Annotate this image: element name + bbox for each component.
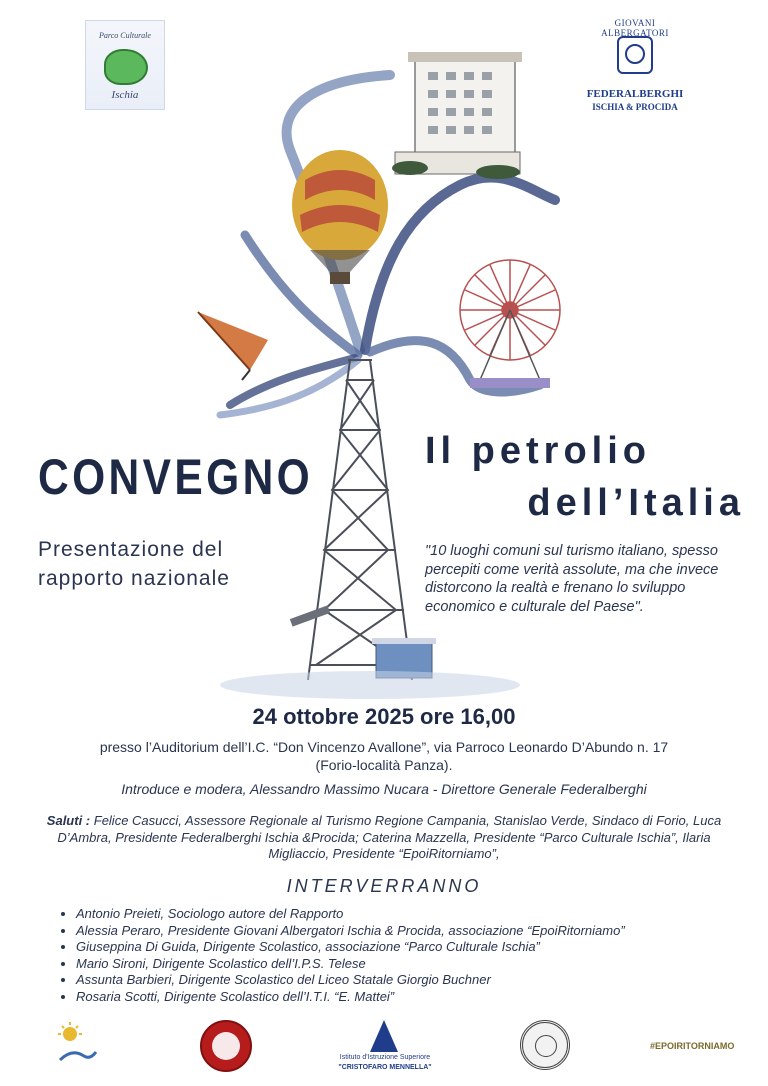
fed-crest-icon — [617, 36, 653, 74]
sailboat-icon — [370, 1020, 398, 1052]
oil-derrick-icon — [308, 360, 412, 680]
fed-logo-arc-text: GIOVANI ALBERGATORI — [601, 18, 669, 38]
oil-derrick-illustration — [180, 40, 600, 720]
speakers-heading: INTERVERRANNO — [286, 876, 482, 896]
event-venue — [30, 738, 738, 774]
event-moderator: Introduce e modera, Alessandro Massimo Nucara - Direttore Generale Federalberghi — [121, 781, 647, 797]
subtitle-line-1: Presentazione del — [38, 538, 224, 561]
event-title-line-1: Il petrolio — [425, 430, 651, 472]
speaker-item: • Antonio Preieti, Sociologo autore del Rapporto — [76, 906, 756, 923]
speakers-list — [62, 906, 756, 1006]
red-circle-logo — [200, 1020, 252, 1072]
ischia-map-icon — [104, 49, 148, 85]
speaker-item: • Rosaria Scotti, Dirigente Scolastico dell’I.T.I. “E. Mattei” — [76, 989, 756, 1006]
hotel-building-icon — [392, 52, 522, 179]
speaker-item: • Assunta Barbieri, Dirigente Scolastico del Liceo Statale Giorgio Buchner — [76, 972, 756, 989]
fed-logo-name: FEDERALBERGHI — [586, 88, 684, 100]
school-seal-logo — [520, 1020, 570, 1070]
speaker-item: • Alessia Peraro, Presidente Giovani Albergatori Ischia & Procida, associazione “EpoiRitorniamo” — [76, 923, 756, 940]
parco-logo-title: Parco Culturale — [99, 31, 151, 40]
subtitle-line-2: rapporto nazionale — [38, 567, 230, 590]
parco-culturale-logo — [85, 20, 165, 110]
speaker-item: • Giuseppina Di Guida, Dirigente Scolastico, associazione “Parco Culturale Ischia” — [76, 939, 756, 956]
venue-line-2: (Forio-località Panza). — [315, 757, 453, 773]
saluti-label: Saluti : — [46, 813, 91, 828]
iis-line-2: "CRISTOFARO MENNELLA" — [338, 1064, 432, 1071]
iis-mennella-logo — [320, 1020, 450, 1080]
fed-logo-sub: ISCHIA & PROCIDA — [592, 102, 678, 112]
sun-logo-icon — [52, 1020, 102, 1070]
event-subtitle — [38, 535, 338, 593]
event-quote: "10 luoghi comuni sul turismo italiano, spesso percepiti come verità assolute, ma che invece distorcono la realtà e frenano lo sviluppo economico e culturale del Paese". — [425, 543, 719, 615]
hot-air-balloon-icon — [292, 150, 388, 284]
speaker-item: • Mario Sironi, Dirigente Scolastico dell’I.P.S. Telese — [76, 956, 756, 973]
event-title-line-2: dell’Italia — [527, 482, 745, 524]
federalberghi-logo — [585, 18, 685, 118]
saluti-paragraph — [40, 813, 728, 863]
hang-glider-icon — [198, 312, 268, 380]
parco-logo-name: Ischia — [111, 89, 139, 101]
event-label: CONVEGNO — [38, 449, 314, 505]
event-date: 24 ottobre 2025 ore 16,00 — [252, 704, 516, 729]
venue-line-1: presso l’Auditorium dell’I.C. “Don Vincenzo Avallone”, via Parroco Leonardo D’Abundo n. 17 — [99, 739, 669, 755]
iis-line-1: Istituto d'Istruzione Superiore — [339, 1054, 431, 1061]
saluti-text: Felice Casucci, Assessore Regionale al Turismo Regione Campania, Stanislao Verde, Sindaco di Forio, Luca D’Ambra, Presidente Federalberghi Ischia &Procida; Caterina Mazzella, Presidente “Parco Culturale Ischia”, Ilaria Migliaccio, Presidente “EpoiRitorniamo”, — [57, 813, 722, 861]
epoiritorniamo-hashtag: #EPOIRITORNIAMO — [650, 1041, 735, 1051]
ferris-wheel-icon — [460, 260, 560, 388]
